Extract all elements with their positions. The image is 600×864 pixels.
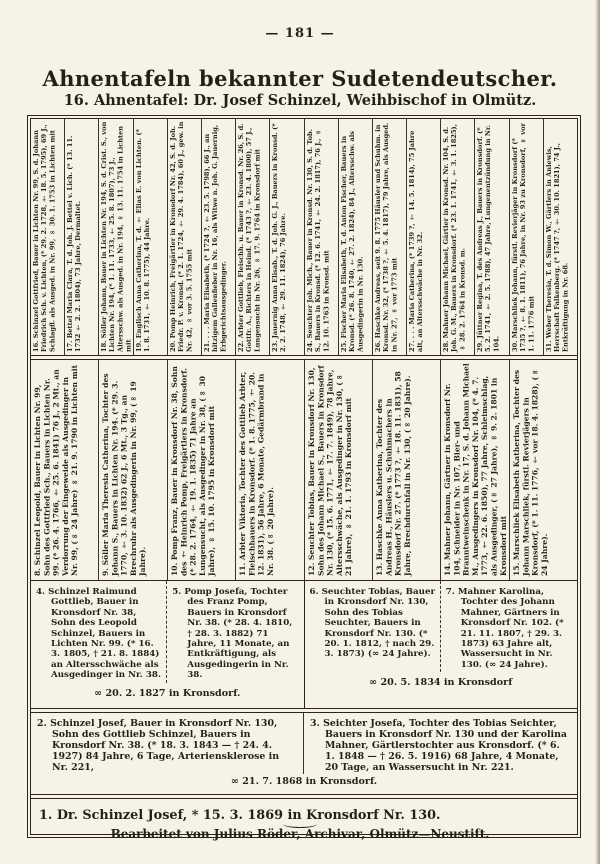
paternal-half [31, 581, 305, 708]
marriage-line-6-7: ∞ 20. 5. 1834 in Kronsdorf [369, 677, 513, 689]
page-number: — 181 — [265, 26, 335, 41]
generation-4-row [31, 360, 577, 580]
ancestor-entry-16: 16. Schinzel Gottfried, Bauer in Lichten Nr. 99, S. d. Johann Friedrich Sch. v. Lichten, (* 29. 2. 1728, † 18. 5. 1795), 69 J., Schlagfl. als Ausged. in Nr. 99, ∞ 30. 1. 1753 in Lichten mit [31, 119, 65, 355]
ancestor-entry-11: 11. Arbter Viktoria, Tochter des Gottlieb Arbter, Fleischhauers in Kronsdorf. (* 1. 8. 1775, † 20. 12. 1831), 56 Jahre, 6 Monate, Gedärmbrand in Nr. 38. (∞ 20 Jahre). [236, 360, 304, 580]
page-title: Ahnentafeln bekannter Sudetendeutscher. [42, 66, 558, 91]
marriage-line-4-5: ∞ 20. 2. 1827 in Kronsdorf. [94, 687, 241, 699]
ancestor-entry-17: 17. Bettel Maria Clara, T. d. Joh. J. Bettel v. Lich. (* 13. 11. 1732 † 2. 2. 1804), 73 Jahre, Dermaltet. [65, 119, 99, 355]
generation-2-row [31, 713, 577, 794]
ancestor-entry-13: 13. Haschke Anna Katherina, Tochter des Andreas H., Häuslers u. Schuhmachers in Kronsdorf Nr. 27. (* 1773 ?, † 18. 11. 1831), 58 Jahre, Brechdurchfall in Nr. 130, (∞ 20 Jahre). [373, 360, 441, 580]
ancestor-entry-23: 23. Jauernig Anna Elisab., T. d. Joh. G. J., Bauers in Kronsd. (* 2. 2. 1748, † 29. 11. 1824), 76 Jahre. [270, 119, 304, 355]
ancestor-entry-8: 8. Schinzel Leopold, Bauer in Lichten Nr. 99, Sohn des Gottfried Sch., Bauers in Lichten Nr. 99. (* 26. 4. 1766, † 25. 6. 1841) 76 J., 2 Mt., an Verdorrung der Eingeweide als Ausgedinger in Nr. 99, (∞ 24 Jahre) ∞ 21. 9. 1790 in Lichten mit [31, 360, 99, 580]
ancestor-entry-24: 24. Seuchter Joh. Mich., Bauer in Kronsd. Nr. 130, S. d. Tob. S., Bauers in Kronsd. (* 12. 6. 1741, † 24. 2. 1817), 76 J., ∞ 12. 10. 1763 in Kronsd. mit [305, 119, 339, 355]
ancestor-entry-27: 27. . . . Maria Catherina, (* 1739 ?, † 14. 5. 1814), 75 Jahre alt, an Altersschwäche in Nr. 32. [407, 119, 441, 355]
ancestor-entry-29: 29. Jüttner Regina, T. des Andreas J., Bauers in Kronsdorf. (* 5. 2. 1741, † 2. 5. 1788), 47 Jahre, Lungenentzündung in Nr. 104. [475, 119, 509, 355]
ancestor-entry-7: 7. Mahner Karolina, Tochter des Johann Mahner, Gärtners in Kronsdorf Nr. 102. (* 21. 11. 1807, † 29. 3. 1873) 63 Jahre alt, Wassersucht in Nr. 130. (∞ 24 Jahre). [445, 587, 564, 670]
ancestor-entry-28: 28. Mahner Johann Michael, Gärtler in Kronsd. Nr. 104, S. d. Joh. G. M., Bauers in Kronsdorf. (* 23. 1. 1741, † 3. 1. 1825), ∞ 28. 2. 1764 in Kronsd. m. [441, 119, 475, 355]
ancestor-entry-25: 25. Fischer Maria Elisabeth, T. d. Anton Fischer, Bauers in Kronsd. (* 26. 8. 1740, † 27. 2. 1824), 84 J., Altersschw. als Ausgedingerin in Nr. 130. [339, 119, 373, 355]
ancestor-entry-21: 21. . . . Maria Elisabeth, (* 1724 ?, † 23. 5. 1798), 66 J., an hitzigem Gallenfieber in Nr. 16, als Witwe n. Joh. G. Jauernig, Erbgerichtsausgedinger. [202, 119, 236, 355]
maternal-half [305, 581, 578, 708]
ancestor-entry-15: 15. Marschliek Elisabeth Katherina, Tochter des Johann Marschliek, fürstl. Revierjägers in Kronsdorf, (* 1. 11. 1776, † vor 18. 4. 1828), (∞ 24 Jahre). [511, 367, 549, 576]
ancestor-entry-6: 6. Seuchter Tobias, Bauer in Kronsdorf Nr. 130, Sohn des Tobias Seuchter, Bauers in Kronsdorf Nr. 130. (* 20. 1. 1812, † nach 29. 3. 1873) (∞ 24 Jahre). [305, 581, 441, 672]
generation-5-row [31, 119, 577, 355]
ancestor-entry-4: 4. Schinzel Raimund Gottlieb, Bauer in Kronsdorf Nr. 38, Sohn des Leopold Schinzel, Bauers in Lichten Nr. 99. (* 16. 3. 1805, † 21. 8. 1884) an Altersschwäche als Ausgedinger in Nr. 38. [31, 581, 167, 683]
ancestor-entry-1: 1. Dr. Schinzel Josef, * 15. 3. 1869 in Kronsdorf Nr. 130. [39, 807, 441, 823]
ancestor-entry-3: 3. Seichter Josefa, Tochter des Tobias Seichter, Bauers in Kronsdorf Nr. 130 und der Karolina Mahner, Gärtlerstochter aus Kronsdorf. (* 6. 1. 1848 — † 26. 5. 1916) 68 Jahre, 4 Monate, 20 Tage, an Wassersucht in Nr. 221. [310, 717, 567, 773]
page-subtitle: 16. Ahnentafel: Dr. Josef Schinzel, Weihbischof in Olmütz. [63, 92, 537, 109]
ancestor-entry-26: 26. Haschke Andreas, seit 9. 8. 1775 Häusler und Schuhm. in Kronsd. Nr. 32, (* 1738 ?, † 5. 4. 1817), 79 Jahre, als Ausged. in Nr. 27, ∞ vor 1773 mit [373, 119, 407, 355]
ancestor-entry-14: 14. Mahner Johann, Gärtner in Kronsdorf Nr. 104, Schneider in Nr. 107, Bier- und Branntweinschenk in Nr. 17, S. d. Johann Michael M., Ausgedingers in Kronsdorf Nr. 104, (* 4. 7. 1773, † 22. 6. 1850), 77 Jahre, Schleimschlag, als Ausgedinger, (∞ 27 Jahre), ∞ 9. 2. 1801 in Kronsdorf mit [441, 360, 509, 580]
ancestor-entry-19: 19. Englisch Anna Catherina, T. d. † Elias E. von Lichten. (* 1. 8. 1731, † 10. 8. 1775), 44 Jahre. [134, 119, 168, 355]
ancestor-entry-20: 20. Pomp Heinrich, Freigärtler in Kronsdorf Nr. 42, S. d. Joh. Friedr. P. v. Kronsd. (* 2. 1. 1724, † 29. 4. 1784), 60 J., gew. in Nr. 42, ∞ vor 3. 5. 1755 mit [168, 119, 202, 355]
ancestor-entry-12: 12. Seuchter Tobias, Bauer in Kronsdorf Nr. 130, Sohn des Johann Michael S., Bauers in Kronsdorf Nr. 130, (* 15. 6. 1771, † 17. 7. 1849), 78 Jahre, Altersschwäche, als Ausgedinger in Nr. 130, (∞ 21 Jahre), ∞ 21. 1. 1793 in Kronsdorf mit [305, 360, 373, 580]
ancestor-entry-31: 31. Weber Theresia, T. d. Simon W., Gärtlers in Anlewis, Herrschaft Falkenberg. (* 1747 ?, † 30. 10. 1821), 74 J., Entkräftigung in Nr. 68. [544, 142, 570, 352]
ancestor-entry-10: 10. Pomp Franz, Bauer in Kronsdorf Nr. 38, Sohn des † Heinrich Pomp, Freigärtlers in Kronsdorf. (* 28. 2. 1764, † 19. 1. 1835) 71 Jahre an Lungensucht, als Ausgedinger in Nr. 38, (∞ 30 Jahre), ∞ 15. 10. 1795 in Kronsdorf mit [168, 360, 236, 580]
footer-credit: Bearbeitet von Julius Röder, Archivar, Olmütz—Neustift. [110, 827, 490, 841]
ancestor-entry-9: 9. Söller Maria Theresia Catherina, Tochter des Johann S., Bauers in Lichten Nr. 194. (* 29. 3. 1770, † 3. 10. 1832) 62 J., 6 Mt., 3 Tg., an Brechruhr als Ausgedingerin in Nr. 99, (∞ 19 Jahre). [99, 360, 167, 580]
ancestor-entry-30: 30. Marschliek Johann, fürstl. Revierjäger in Kronsdorf (* 1735 ?, † 8. 1. 1811), 76 Jahre, in Nr. 93 zu Kronsdorf, ∞ vor 1. 11. 1776 mit [510, 119, 544, 355]
generation-3-row [31, 581, 577, 708]
ancestor-table [30, 118, 578, 835]
marriage-line-2-3: ∞ 21. 7. 1868 in Kronsdorf. [230, 775, 378, 787]
ancestor-entry-5: 5. Pomp Josefa, Tochter des Franz Pomp, Bauers in Kronsdorf Nr. 38. (* 28. 4. 1810, † 28. 3. 1882) 71 Jahre, 11 Monate, an Entkräftigung, als Ausgedingerin in Nr. 38. [172, 587, 293, 681]
ancestor-entry-2: 2. Schinzel Josef, Bauer in Kronsdorf Nr. 130, Sohn des Gottlieb Schinzel, Bauers in Kronsdorf Nr. 38. (* 18. 3. 1843 — † 24. 4. 1927) 84 Jahre, 6 Tage, Arteriensklerose in Nr. 221, [31, 713, 304, 774]
ancestor-entry-22: 22. Arbter Gottlieb, Fleischh. u. Bauer in Kronsd. Nr. 26, S. d. Gottfr. A., Richters in Heind. (* 1743 ?, † 23. 4. 1800), 57 J., Lungensucht in Nr. 26, ∞ 17. 9. 1764 in Kronsdorf mit [236, 119, 270, 355]
ancestor-entry-18: 18. Söller Johann, Bauer in Lichten Nr. 194, S. d. Crist. S., von Lichten Nr. 194, (* 1. 11. 1733, † 25. 8. 1807), 73 J., Altersschw. als Ausged. in Nr. 194, ∞ 13. 11. 1754 in Lichten mit [99, 119, 133, 355]
